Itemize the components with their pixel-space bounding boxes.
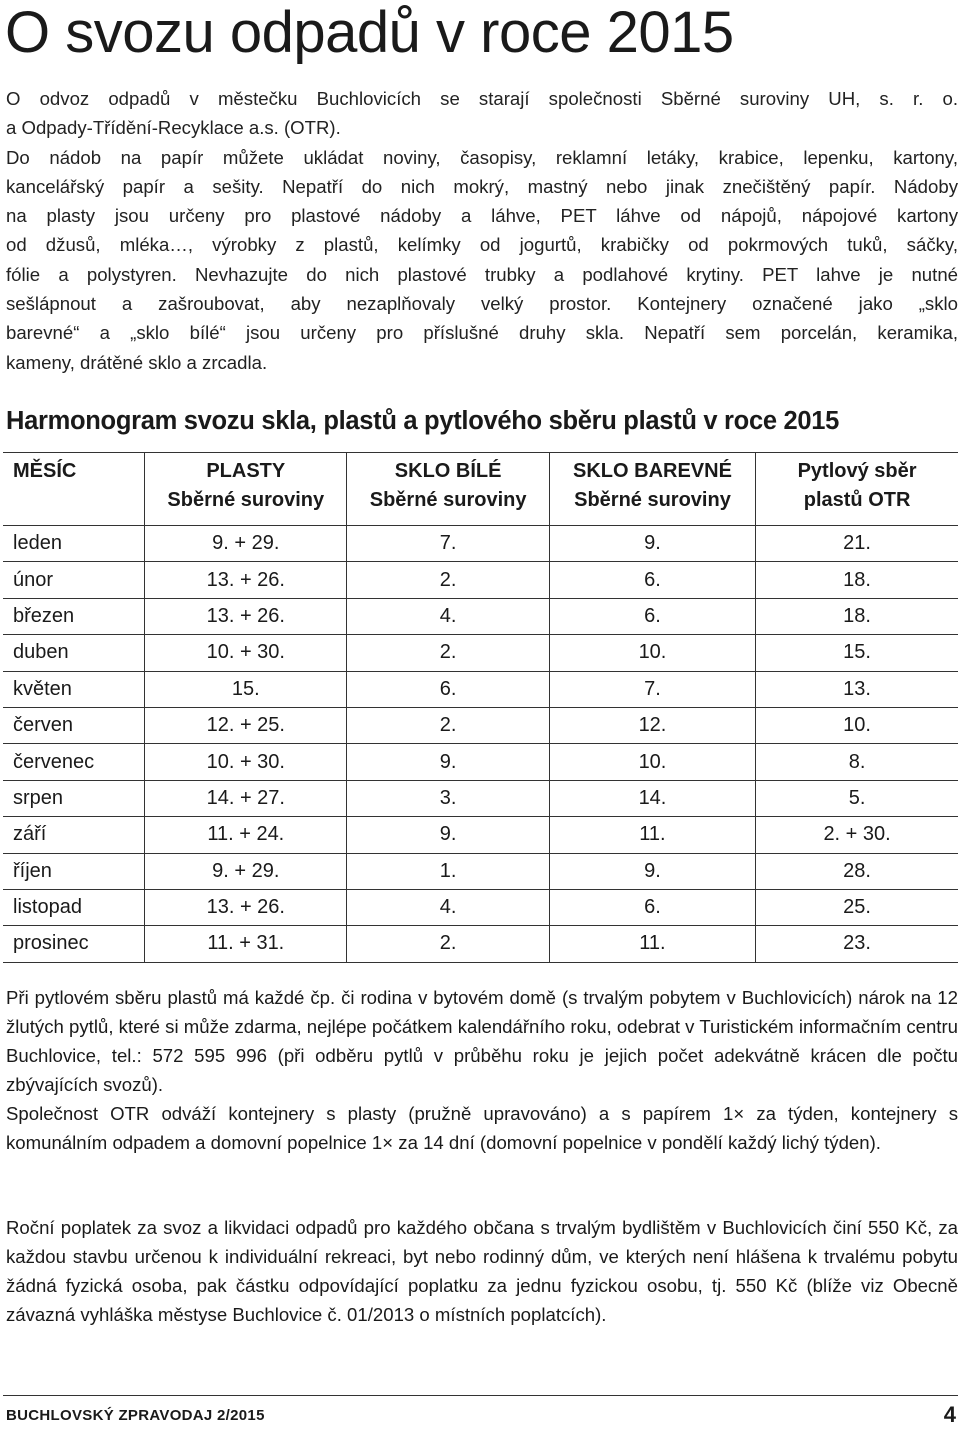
header-line: Sběrné suroviny: [369, 489, 527, 511]
date-cell: 2.: [347, 562, 549, 598]
date-cell: 7.: [549, 671, 755, 707]
header-sklo-barevne: [549, 453, 755, 526]
date-cell: 10. + 30.: [145, 635, 347, 671]
table-row: [3, 744, 958, 780]
table-row: [3, 562, 958, 598]
date-cell: 9. + 29.: [145, 526, 347, 562]
date-cell: 13.: [756, 671, 958, 707]
table-row: [3, 526, 958, 562]
month-cell: listopad: [3, 889, 145, 925]
date-cell: 23.: [756, 926, 958, 962]
schedule-table: [3, 452, 958, 963]
month-cell: červenec: [3, 744, 145, 780]
header-line: Sběrné suroviny: [167, 489, 325, 511]
otr-collection-text: Společnost OTR odváží kontejnery s plasty (pružně upravováno) a s papírem 1× za týden, kontejnery s komunálním odpadem a domovní popelnice 1× za 14 dní (domovní popelnice v pondělí každý lichý týden).: [6, 1103, 958, 1153]
date-cell: 18.: [756, 562, 958, 598]
date-cell: 10. + 30.: [145, 744, 347, 780]
date-cell: 13. + 26.: [145, 562, 347, 598]
publication-name: BUCHLOVSKÝ ZPRAVODAJ 2/2015: [6, 1407, 265, 1424]
table-row: [3, 707, 958, 743]
date-cell: 7.: [347, 526, 549, 562]
date-cell: 2.: [347, 707, 549, 743]
date-cell: 4.: [347, 598, 549, 634]
table-row: [3, 780, 958, 816]
date-cell: 3.: [347, 780, 549, 816]
intro-line: a Odpady-Třídění-Recyklace a.s. (OTR).: [6, 117, 341, 139]
table-header-row: [3, 453, 958, 526]
bag-collection-text: Při pytlovém sběru plastů má každé čp. či rodina v bytovém domě (s trvalým pobytem v Buchlovicích) nárok na 12 žlutých pytlů, které si může zdarma, nejlépe počátkem kalendářního roku, odebrat v Turistickém informačním centru Buchlovice, tel.: 572 595 996 (při odběru pytlů v průběhu roku je jejich počet adekvátně krácen dle počtu zbývajících svozů).: [6, 987, 958, 1095]
header-line: Pytlový sběr: [797, 460, 917, 482]
table-row: [3, 671, 958, 707]
date-cell: 1.: [347, 853, 549, 889]
date-cell: 6.: [549, 598, 755, 634]
date-cell: 6.: [347, 671, 549, 707]
date-cell: 9.: [549, 526, 755, 562]
header-line: Sběrné suroviny: [574, 489, 731, 511]
date-cell: 14. + 27.: [145, 780, 347, 816]
footer-divider: [3, 1395, 958, 1396]
date-cell: 9.: [347, 744, 549, 780]
month-cell: září: [3, 817, 145, 853]
table-row: [3, 817, 958, 853]
table-row: [3, 926, 958, 962]
month-cell: srpen: [3, 780, 145, 816]
date-cell: 13. + 26.: [145, 889, 347, 925]
intro-line: barevné“ a „sklo bílé“ jsou určeny pro příslušné druhy skla. Nepatří sem porcelán, keramika,: [6, 322, 958, 344]
intro-line: od džusů, mléka…, výrobky z plastů, kelímky od jogurtů, krabičky od pokrmových tuků, sáčky,: [6, 234, 958, 256]
intro-text: [6, 84, 958, 377]
header-line: plastů OTR: [803, 489, 911, 511]
table-row: [3, 598, 958, 634]
date-cell: 9.: [347, 817, 549, 853]
intro-line: sešlápnout a zašroubovat, aby nezaplňovaly velký prostor. Kontejnery označené jako „sklo: [6, 293, 958, 315]
date-cell: 14.: [549, 780, 755, 816]
month-cell: říjen: [3, 853, 145, 889]
date-cell: 10.: [756, 707, 958, 743]
date-cell: 10.: [549, 744, 755, 780]
date-cell: 4.: [347, 889, 549, 925]
header-line: SKLO BÍLÉ: [394, 460, 502, 482]
month-cell: květen: [3, 671, 145, 707]
month-cell: duben: [3, 635, 145, 671]
date-cell: 9. + 29.: [145, 853, 347, 889]
date-cell: 12.: [549, 707, 755, 743]
date-cell: 10.: [549, 635, 755, 671]
month-cell: leden: [3, 526, 145, 562]
intro-line: na plasty jsou určeny pro plastové nádoby a láhve, PET láhve od nápojů, nápojové kartony: [6, 205, 958, 227]
date-cell: 5.: [756, 780, 958, 816]
date-cell: 9.: [549, 853, 755, 889]
header-month: [3, 453, 145, 526]
date-cell: 2. + 30.: [756, 817, 958, 853]
date-cell: 11.: [549, 817, 755, 853]
date-cell: 15.: [756, 635, 958, 671]
header-line: PLASTY: [206, 460, 286, 482]
date-cell: 11. + 24.: [145, 817, 347, 853]
date-cell: 18.: [756, 598, 958, 634]
date-cell: 13. + 26.: [145, 598, 347, 634]
header-sklo-bile: [347, 453, 549, 526]
header-pytlovy-sber: [756, 453, 958, 526]
table-body: [3, 526, 958, 963]
intro-line: kameny, drátěné sklo a zrcadla.: [6, 351, 268, 373]
date-cell: 28.: [756, 853, 958, 889]
intro-line: O odvoz odpadů v městečku Buchlovicích se starají společnosti Sběrné suroviny UH, s. r. o.: [6, 88, 958, 109]
intro-line: Do nádob na papír můžete ukládat noviny, časopisy, reklamní letáky, krabice, lepenku, kartony,: [6, 146, 958, 168]
date-cell: 21.: [756, 526, 958, 562]
bag-collection-paragraph: [6, 983, 958, 1157]
fee-paragraph: Roční poplatek za svoz a likvidaci odpadů pro každého občana s trvalým bydlištěm v Buchlovicích činí 550 Kč, za každou stavbu určenou k individuální rekreaci, byt nebo rodinný dům, ve kterých není hlášena k trvalému pobytu žádná fyzická osoba, pak částku odpovídající poplatku za jednu fyzickou osobu, tj. 550 Kč (blíže viz Obecně závazná vyhláška městyse Buchlovice č. 01/2013 o místních poplatcích).: [6, 1217, 958, 1325]
date-cell: 11. + 31.: [145, 926, 347, 962]
date-cell: 11.: [549, 926, 755, 962]
table-row: [3, 853, 958, 889]
header-plasty: [145, 453, 347, 526]
date-cell: 2.: [347, 635, 549, 671]
date-cell: 15.: [145, 671, 347, 707]
date-cell: 6.: [549, 562, 755, 598]
page-title: O svozu odpadů v roce 2015: [5, 0, 734, 65]
header-line: MĚSÍC: [13, 460, 77, 482]
month-cell: březen: [3, 598, 145, 634]
page-number: 4: [943, 1402, 956, 1427]
month-cell: červen: [3, 707, 145, 743]
table-row: [3, 635, 958, 671]
header-line: SKLO BAREVNÉ: [573, 460, 732, 482]
date-cell: 25.: [756, 889, 958, 925]
date-cell: 2.: [347, 926, 549, 962]
month-cell: prosinec: [3, 926, 145, 962]
month-cell: únor: [3, 562, 145, 598]
intro-line: kancelářský papír a sešity. Nepatří do nich mokrý, mastný nebo jinak znečištěný papír. Nádoby: [6, 175, 958, 197]
schedule-heading: Harmonogram svozu skla, plastů a pytlového sběru plastů v roce 2015: [6, 407, 840, 435]
intro-line: fólie a polystyren. Nevhazujte do nich plastové trubky a podlahové krytiny. PET lahve je nutné: [6, 263, 958, 285]
date-cell: 6.: [549, 889, 755, 925]
table-row: [3, 889, 958, 925]
date-cell: 12. + 25.: [145, 707, 347, 743]
date-cell: 8.: [756, 744, 958, 780]
